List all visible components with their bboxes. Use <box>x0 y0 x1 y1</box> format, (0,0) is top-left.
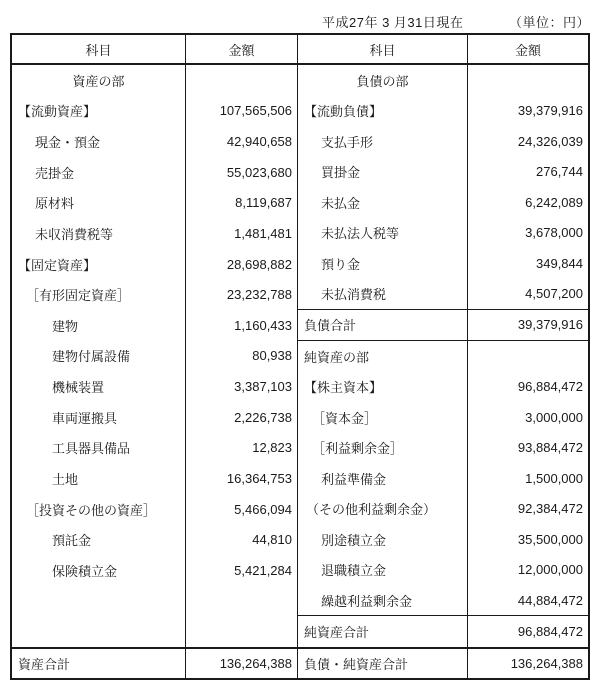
row-label: 【株主資本】 <box>304 380 383 396</box>
row-label: 負債・純資産合計 <box>304 656 409 672</box>
row-amount: 4,507,200 <box>467 278 588 308</box>
row-shareholders-equity <box>298 372 588 402</box>
row-amount: 3,387,103 <box>185 371 297 402</box>
row-amount: 1,160,433 <box>185 310 297 341</box>
assets-column <box>12 65 297 678</box>
row-label: 【流動資産】 <box>18 104 97 120</box>
row-consumption-tax-receivable <box>12 218 297 249</box>
row-amount: 92,384,472 <box>467 494 588 524</box>
row-label: 機械装置 <box>52 380 105 396</box>
row-other-retained-earnings <box>298 494 588 524</box>
row-label: （その他利益剰余金） <box>306 502 437 518</box>
row-label: 【固定資産】 <box>18 257 97 273</box>
row-label: 資産合計 <box>18 656 71 672</box>
row-amount: 39,379,916 <box>467 310 588 340</box>
row-building-attachments <box>12 341 297 372</box>
row-label: 原材料 <box>35 196 75 212</box>
row-amount: 5,421,284 <box>185 555 297 586</box>
row-label: 負債合計 <box>304 318 357 334</box>
liabilities-equity-column <box>297 65 588 678</box>
section-assets-amount <box>185 65 297 96</box>
row-label: 保険積立金 <box>52 563 118 579</box>
row-tools-fixtures <box>12 433 297 464</box>
row-deposits-received <box>298 248 588 278</box>
balance-sheet-table <box>10 33 590 680</box>
row-amount: 3,000,000 <box>467 402 588 432</box>
row-amount: 55,023,680 <box>185 157 297 188</box>
row-machinery <box>12 371 297 402</box>
section-liabilities-amount <box>467 65 588 95</box>
row-label: ［有形固定資産］ <box>26 288 131 304</box>
row-capital-stock <box>298 402 588 432</box>
row-amount: 80,938 <box>185 341 297 372</box>
row-amount: 28,698,882 <box>185 249 297 280</box>
row-vehicles <box>12 402 297 433</box>
row-deposits-paid <box>12 524 297 555</box>
row-amount: 349,844 <box>467 248 588 278</box>
row-label: 土地 <box>52 471 79 487</box>
row-total-net-assets <box>298 615 588 646</box>
header-item-right: 科目 <box>297 35 467 63</box>
row-label: 車両運搬具 <box>52 410 118 426</box>
section-assets-label: 資産の部 <box>72 73 125 89</box>
section-net-assets-label: 純資産の部 <box>304 349 370 365</box>
row-buildings <box>12 310 297 341</box>
row-total-liabilities <box>298 309 588 340</box>
header-item-left: 科目 <box>85 42 112 58</box>
row-label: 工具器具備品 <box>52 441 131 457</box>
section-assets <box>12 65 297 96</box>
row-label: 未払金 <box>321 195 361 211</box>
row-fixed-assets <box>12 249 297 280</box>
row-label: 預り金 <box>321 256 361 272</box>
row-retained-earnings-carried-forward <box>298 585 588 615</box>
row-amount: 136,264,388 <box>467 649 588 678</box>
table-header-row <box>12 35 588 65</box>
row-raw-materials <box>12 188 297 219</box>
row-amount: 44,884,472 <box>467 585 588 615</box>
row-legal-retained-earnings <box>298 463 588 493</box>
row-label: 預託金 <box>52 533 92 549</box>
row-label: 現金・預金 <box>35 135 101 151</box>
row-label: 繰越利益剰余金 <box>321 593 413 609</box>
row-notes-payable <box>298 126 588 156</box>
row-amount: 3,678,000 <box>467 217 588 247</box>
row-amount: 276,744 <box>467 156 588 186</box>
row-label: 利益準備金 <box>321 471 387 487</box>
section-liabilities <box>298 65 588 95</box>
row-label: 退職積立金 <box>321 563 387 579</box>
row-accounts-payable <box>298 156 588 186</box>
row-current-liabilities <box>298 95 588 125</box>
row-accrued-consumption-tax <box>298 278 588 308</box>
row-amount: 12,000,000 <box>467 555 588 585</box>
header-amount-left: 金額 <box>185 35 297 63</box>
row-amount: 23,232,788 <box>185 279 297 310</box>
row-amount: 24,326,039 <box>467 126 588 156</box>
row-retained-earnings <box>298 433 588 463</box>
row-investments-other-assets <box>12 494 297 525</box>
row-amount: 93,884,472 <box>467 433 588 463</box>
row-cash-deposits <box>12 126 297 157</box>
row-amount: 107,565,506 <box>185 96 297 127</box>
row-label: 建物 <box>52 318 79 334</box>
row-label: 買掛金 <box>321 165 361 181</box>
section-liabilities-label: 負債の部 <box>356 73 409 89</box>
row-label: 【流動負債】 <box>304 104 383 120</box>
row-accrued-payables <box>298 187 588 217</box>
row-amount: 42,940,658 <box>185 126 297 157</box>
row-label: ［利益剰余金］ <box>312 441 404 457</box>
row-amount: 16,364,753 <box>185 463 297 494</box>
row-total-liabilities-net-assets <box>298 647 588 678</box>
section-net-assets <box>298 340 588 371</box>
row-retirement-reserve <box>298 555 588 585</box>
row-label: 支払手形 <box>321 134 374 150</box>
row-label: 建物付属設備 <box>52 349 131 365</box>
row-amount: 35,500,000 <box>467 524 588 554</box>
row-amount: 39,379,916 <box>467 95 588 125</box>
row-tangible-fixed-assets <box>12 279 297 310</box>
row-accrued-income-taxes <box>298 217 588 247</box>
row-label: 純資産合計 <box>304 625 370 641</box>
row-label: 別途積立金 <box>321 532 387 548</box>
currency-unit-label: （単位：円） <box>508 15 590 30</box>
row-current-assets <box>12 96 297 127</box>
table-body <box>12 65 588 678</box>
row-label: 未収消費税等 <box>35 226 114 242</box>
row-amount: 6,242,089 <box>467 187 588 217</box>
row-insurance-reserve <box>12 555 297 586</box>
caption-line <box>10 10 590 30</box>
row-label: 未払消費税 <box>321 287 387 303</box>
row-amount: 1,481,481 <box>185 218 297 249</box>
row-label: 売掛金 <box>35 165 75 181</box>
row-label: 未払法人税等 <box>321 226 400 242</box>
row-label: ［資本金］ <box>312 410 378 426</box>
row-amount: 12,823 <box>185 433 297 464</box>
as-of-date: 平成27年 3 月31日現在 <box>322 15 464 30</box>
row-amount: 136,264,388 <box>185 649 297 678</box>
row-amount: 2,226,738 <box>185 402 297 433</box>
row-amount: 1,500,000 <box>467 463 588 493</box>
row-amount: 8,119,687 <box>185 188 297 219</box>
row-total-assets <box>12 647 297 678</box>
row-amount: 96,884,472 <box>467 616 588 646</box>
row-amount: 96,884,472 <box>467 372 588 402</box>
row-amount: 5,466,094 <box>185 494 297 525</box>
row-label: ［投資その他の資産］ <box>26 502 157 518</box>
assets-empty-space <box>12 586 297 647</box>
row-accounts-receivable <box>12 157 297 188</box>
section-net-assets-amount <box>467 341 588 371</box>
row-general-reserve <box>298 524 588 554</box>
row-amount: 44,810 <box>185 524 297 555</box>
header-amount-right: 金額 <box>467 35 588 63</box>
row-land <box>12 463 297 494</box>
